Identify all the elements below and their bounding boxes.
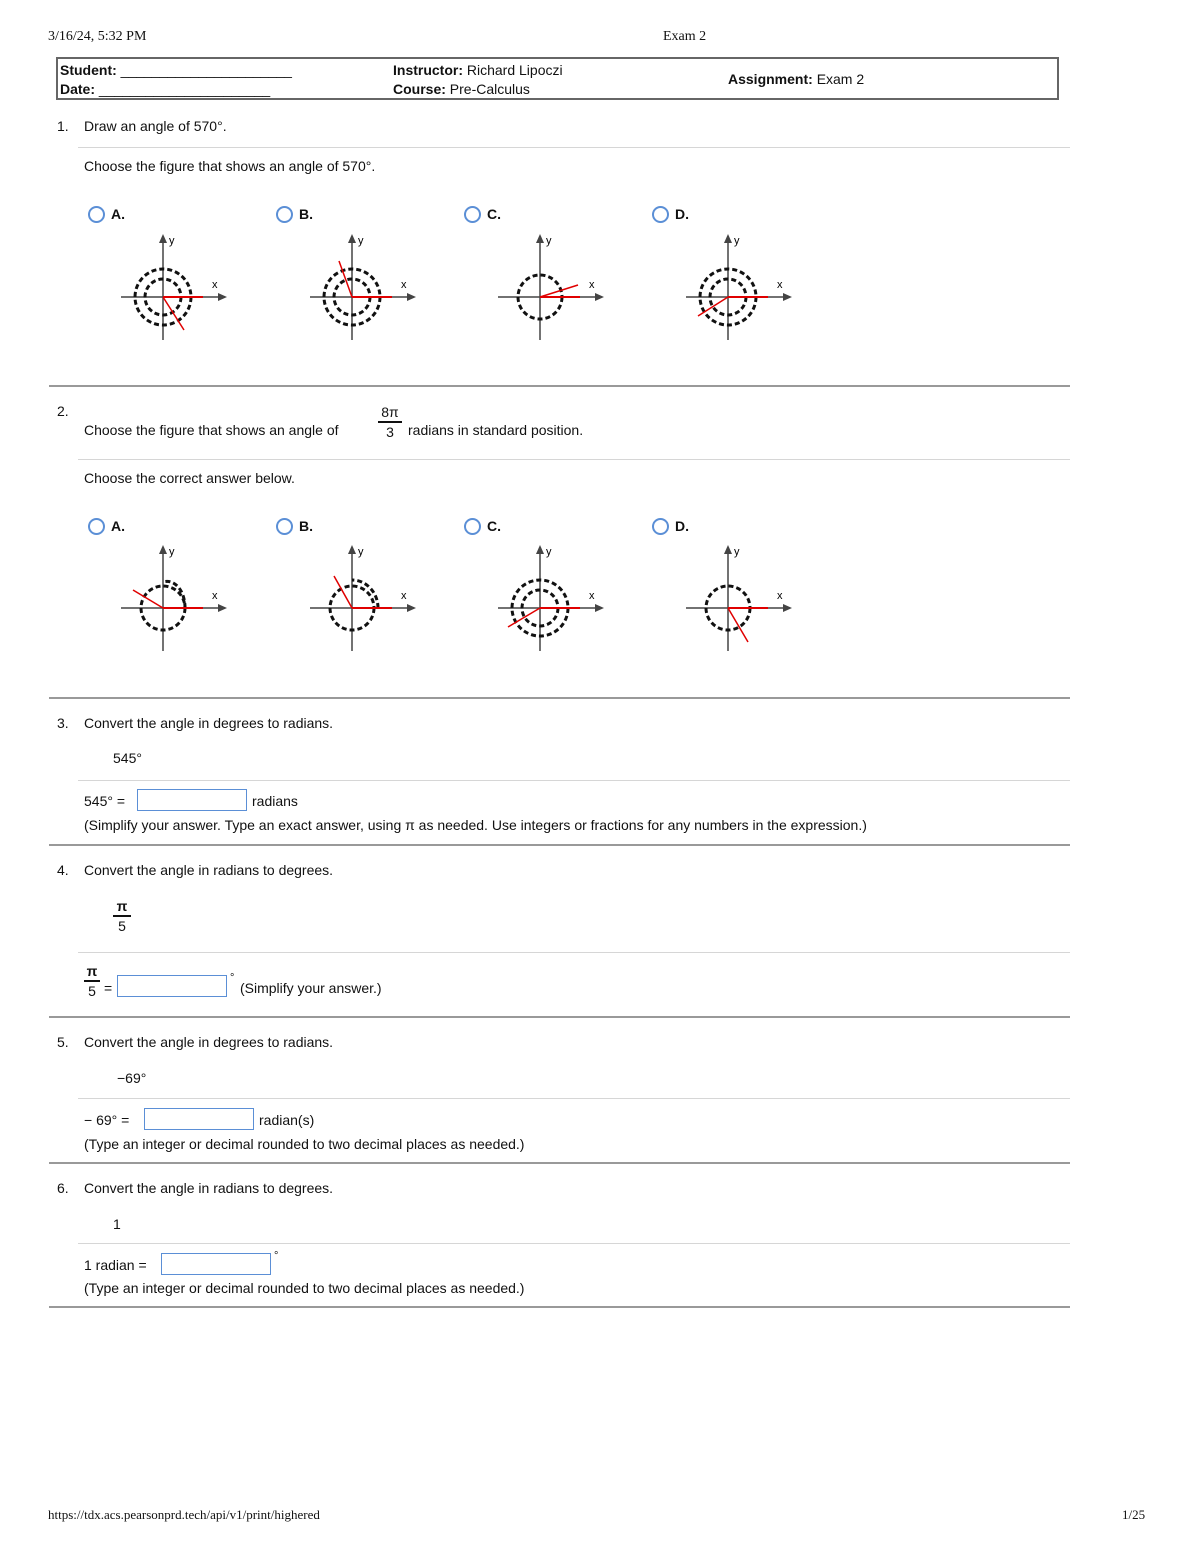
q2-option-b-label: B. — [299, 518, 313, 534]
divider — [78, 1098, 1070, 1099]
assignment-label: Assignment: — [728, 71, 813, 87]
print-url: https://tdx.acs.pearsonprd.tech/api/v1/print/highered — [48, 1507, 320, 1522]
question-5-number: 5. — [57, 1034, 69, 1050]
question-1-subprompt: Choose the figure that shows an angle of 570°. — [84, 158, 376, 174]
q2-option-a-radio[interactable] — [88, 518, 105, 535]
q3-hint: (Simplify your answer. Type an exact answer, using π as needed. Use integers or fractions for any numbers in the expression.) — [84, 817, 867, 833]
instructor-value: Richard Lipoczi — [466, 62, 563, 78]
q4-given-numerator: π — [116, 898, 128, 914]
y-axis-label: y — [358, 546, 364, 558]
q1-option-b-label: B. — [299, 206, 313, 222]
assignment-info-box — [56, 57, 1059, 100]
q4-answer-fraction — [84, 963, 100, 999]
x-axis-label: x — [589, 590, 595, 602]
q2-option-b-radio[interactable] — [276, 518, 293, 535]
divider — [78, 780, 1070, 781]
q2-fraction-denominator: 3 — [386, 424, 394, 440]
q2-fraction-numerator: 8π — [381, 404, 399, 420]
q4-unit: ° — [230, 972, 235, 984]
y-axis-label: y — [358, 235, 364, 247]
q1-option-b-radio[interactable] — [276, 206, 293, 223]
q5-hint: (Type an integer or decimal rounded to two decimal places as needed.) — [84, 1136, 525, 1152]
q1-option-a-label: A. — [111, 206, 125, 222]
question-6-number: 6. — [57, 1180, 69, 1196]
q1-option-b-figure — [302, 232, 422, 342]
q3-answer-input[interactable] — [137, 789, 247, 811]
y-axis-label: y — [169, 235, 175, 247]
question-4-number: 4. — [57, 862, 69, 878]
date-label: Date: — [60, 81, 96, 97]
x-axis-label: x — [212, 279, 218, 291]
question-3-given: 545° — [113, 750, 142, 766]
q2-option-b-figure — [302, 543, 422, 653]
q1-option-a-figure — [113, 232, 233, 342]
q2-option-d-figure — [678, 543, 798, 653]
q5-unit: radian(s) — [259, 1112, 315, 1128]
q1-option-d-label: D. — [675, 206, 689, 222]
divider — [78, 1243, 1070, 1244]
page-number: 1/25 — [1122, 1507, 1146, 1522]
q2-option-c-figure — [490, 543, 610, 653]
y-axis-label: y — [546, 546, 552, 558]
question-1-number: 1. — [57, 118, 69, 134]
q1-option-c-radio[interactable] — [464, 206, 481, 223]
q4-answer-numerator: π — [86, 963, 98, 979]
q6-lhs: 1 radian = — [84, 1257, 147, 1273]
q2-option-d-label: D. — [675, 518, 689, 534]
q4-given-denominator: 5 — [118, 918, 126, 934]
question-divider — [49, 1306, 1070, 1308]
course-label: Course: — [393, 81, 446, 97]
q2-option-a-figure — [113, 543, 233, 653]
question-2-number: 2. — [57, 403, 69, 419]
q3-lhs: 545° = — [84, 793, 126, 809]
q6-hint: (Type an integer or decimal rounded to two decimal places as needed.) — [84, 1280, 525, 1296]
q6-answer-input[interactable] — [161, 1253, 271, 1275]
q4-equals: = — [104, 980, 113, 996]
question-6-given: 1 — [113, 1216, 121, 1232]
question-3-number: 3. — [57, 715, 69, 731]
q2-option-c-radio[interactable] — [464, 518, 481, 535]
question-6-prompt: Convert the angle in radians to degrees. — [84, 1180, 334, 1196]
q1-option-d-radio[interactable] — [652, 206, 669, 223]
question-4-prompt: Convert the angle in radians to degrees. — [84, 862, 334, 878]
question-divider — [49, 1162, 1070, 1164]
print-datetime: 3/16/24, 5:32 PM — [48, 29, 147, 44]
question-1-prompt: Draw an angle of 570°. — [84, 118, 227, 134]
x-axis-label: x — [212, 590, 218, 602]
question-3-prompt: Convert the angle in degrees to radians. — [84, 715, 334, 731]
q4-answer-denominator: 5 — [88, 983, 96, 999]
q1-option-c-figure — [490, 232, 610, 342]
q5-lhs: − 69° = — [84, 1112, 130, 1128]
y-axis-label: y — [734, 546, 740, 558]
question-divider — [49, 385, 1070, 387]
divider — [78, 952, 1070, 953]
question-2-prompt-pre: Choose the figure that shows an angle of — [84, 422, 339, 438]
student-label: Student: — [60, 62, 117, 78]
x-axis-label: x — [401, 590, 407, 602]
question-5-given: −69° — [117, 1070, 147, 1086]
q2-option-a-label: A. — [111, 518, 125, 534]
x-axis-label: x — [401, 279, 407, 291]
q2-fraction — [378, 404, 402, 440]
question-divider — [49, 1016, 1070, 1018]
q4-answer-input[interactable] — [117, 975, 227, 997]
q3-unit: radians — [252, 793, 298, 809]
q4-given-fraction — [113, 898, 131, 934]
question-divider — [49, 697, 1070, 699]
course-value: Pre-Calculus — [449, 81, 530, 97]
q4-hint: (Simplify your answer.) — [240, 980, 382, 996]
question-5-prompt: Convert the angle in degrees to radians. — [84, 1034, 334, 1050]
assignment-value: Exam 2 — [816, 71, 865, 87]
question-2-subprompt: Choose the correct answer below. — [84, 470, 295, 486]
q5-answer-input[interactable] — [144, 1108, 254, 1130]
x-axis-label: x — [589, 279, 595, 291]
q1-option-a-radio[interactable] — [88, 206, 105, 223]
divider — [78, 147, 1070, 148]
divider — [78, 459, 1070, 460]
y-axis-label: y — [546, 235, 552, 247]
q1-option-c-label: C. — [487, 206, 501, 222]
x-axis-label: x — [777, 590, 783, 602]
question-divider — [49, 844, 1070, 846]
y-axis-label: y — [169, 546, 175, 558]
q6-unit: ° — [274, 1250, 279, 1262]
print-title: Exam 2 — [663, 29, 707, 44]
student-value: ______________________ — [120, 62, 292, 78]
y-axis-label: y — [734, 235, 740, 247]
question-2-prompt-post: radians in standard position. — [408, 422, 584, 438]
q1-option-d-figure — [678, 232, 798, 342]
q2-option-d-radio[interactable] — [652, 518, 669, 535]
q2-option-c-label: C. — [487, 518, 501, 534]
x-axis-label: x — [777, 279, 783, 291]
instructor-label: Instructor: — [393, 62, 463, 78]
date-value: ______________________ — [98, 81, 271, 97]
